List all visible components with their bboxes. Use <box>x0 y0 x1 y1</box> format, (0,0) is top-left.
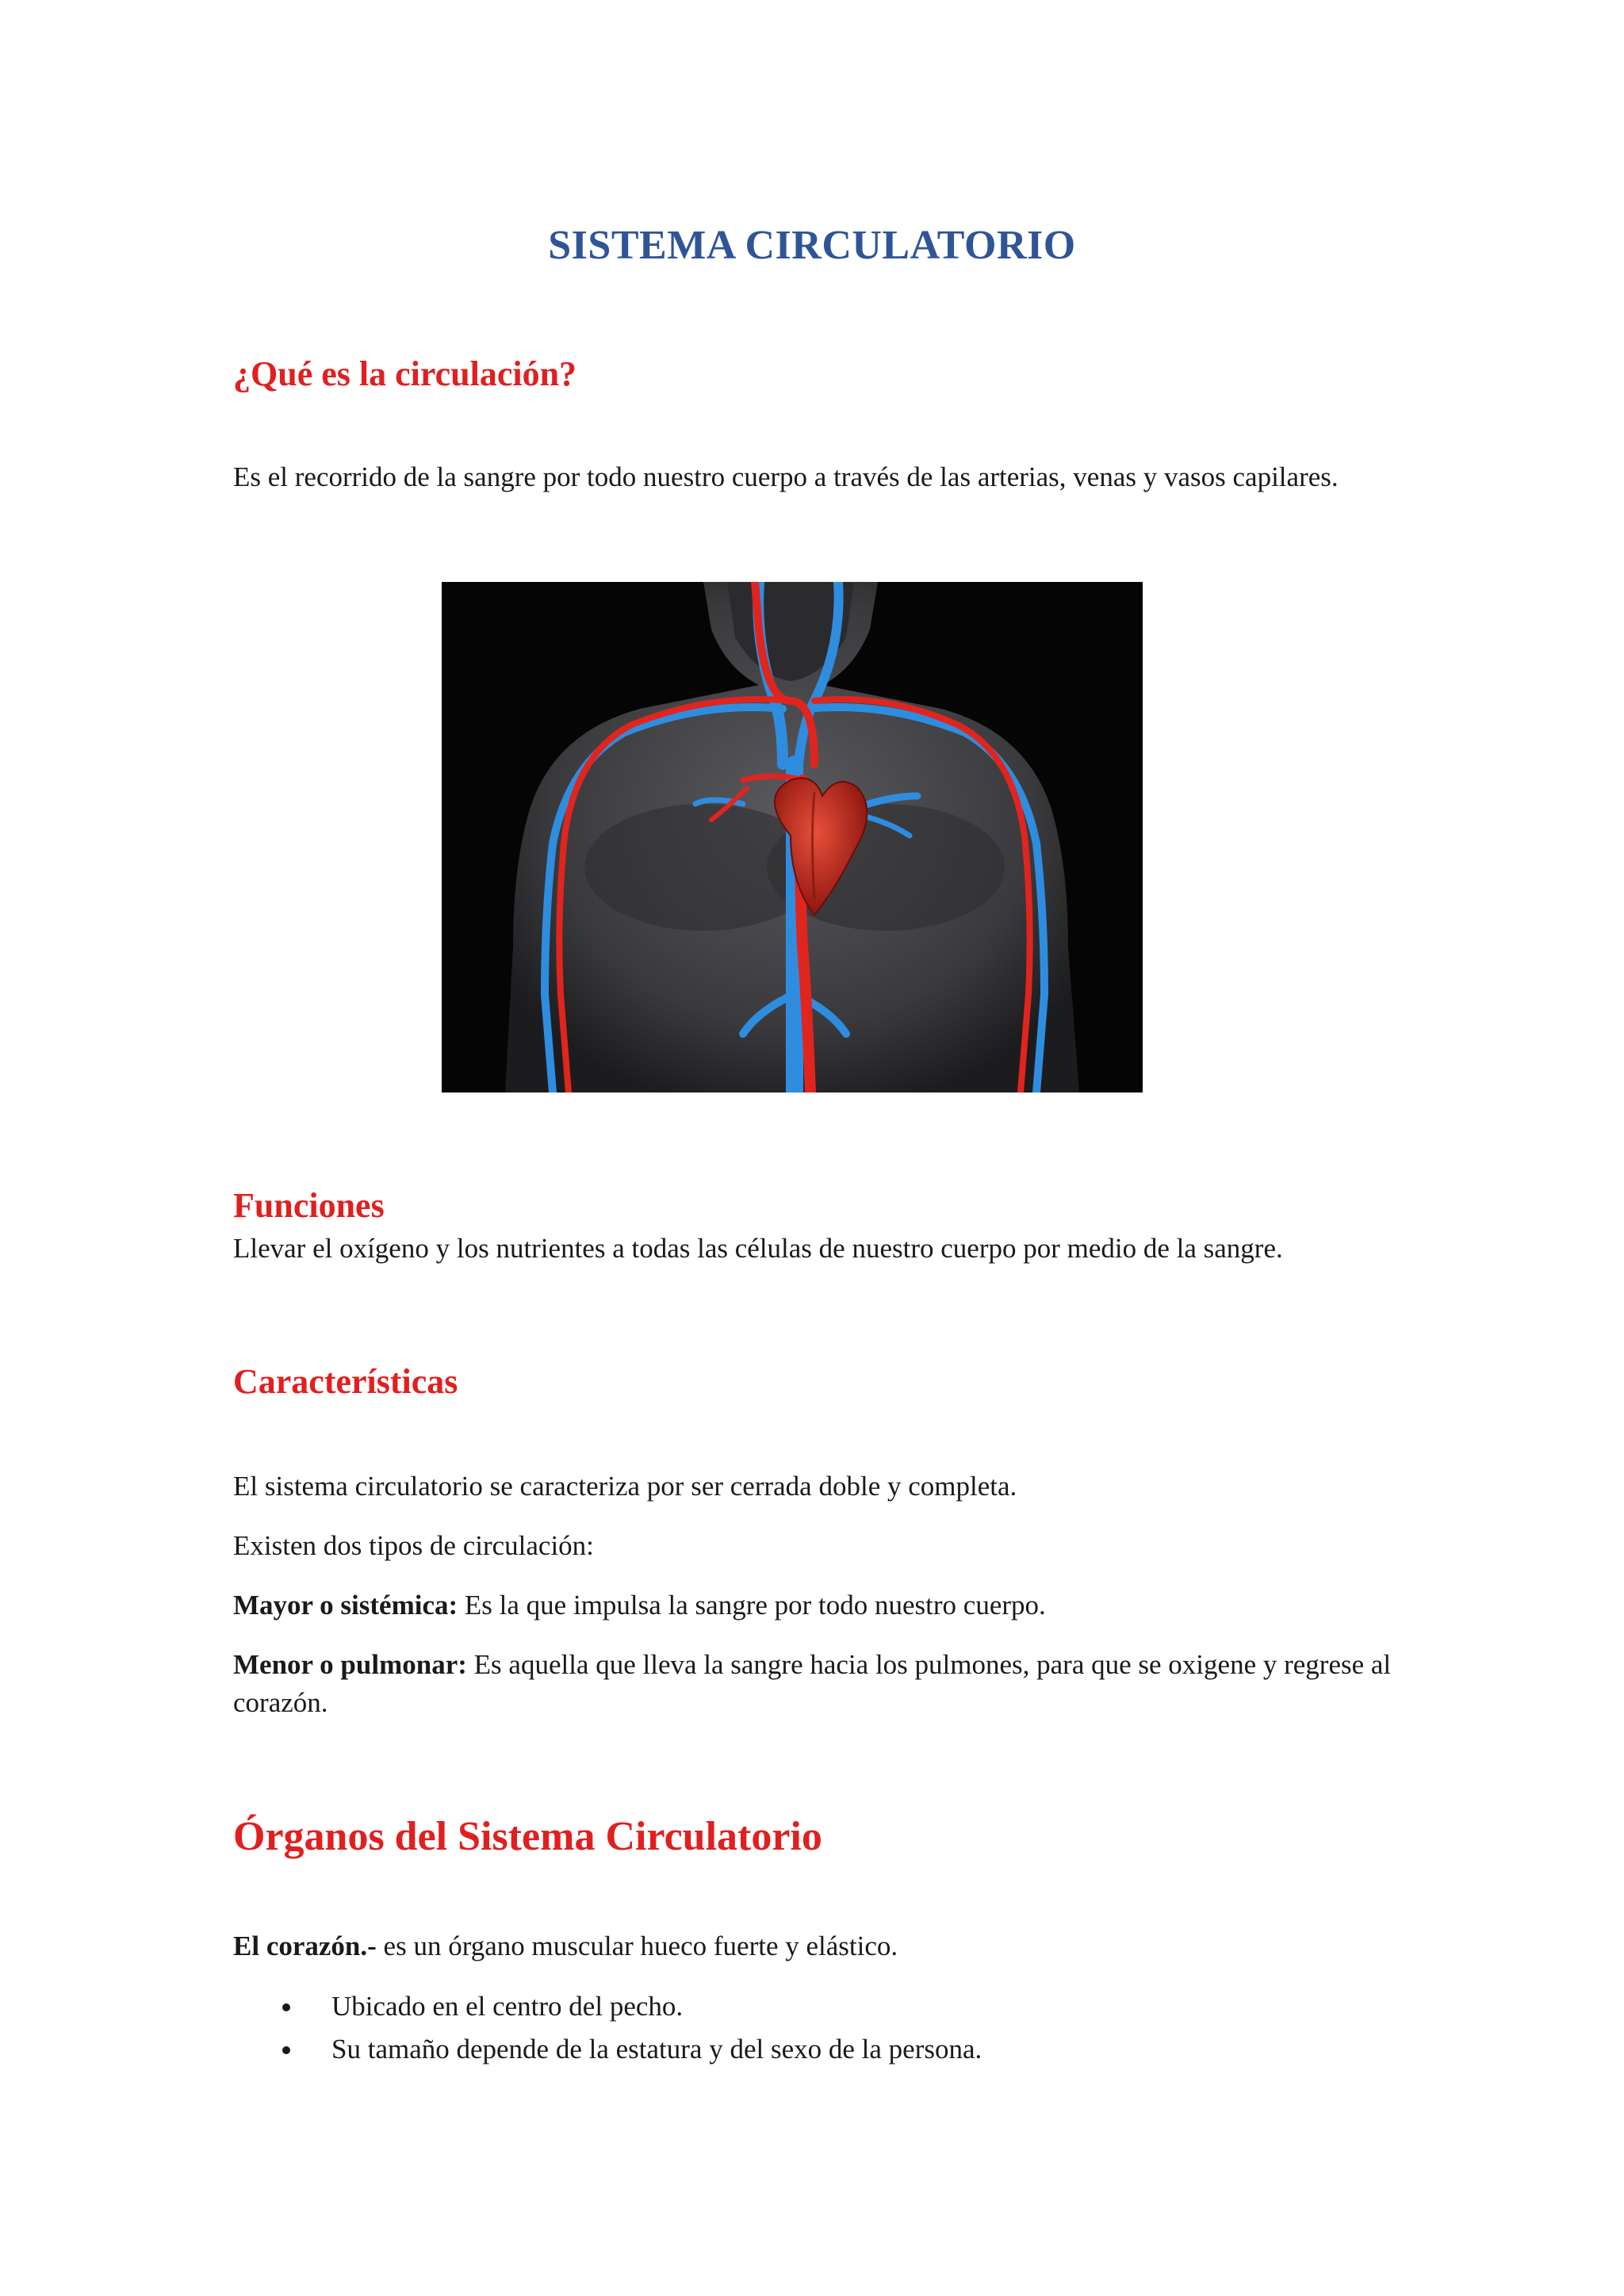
major-circulation <box>233 1586 1392 1624</box>
heart-definition <box>233 1927 1392 1965</box>
list-item <box>233 1985 1392 2028</box>
major-circulation-label: Mayor o sistémica: <box>233 1590 458 1621</box>
minor-circulation-text: Es aquella que lleva la sangre hacia los pulmones, para que se oxigene y regrese al corazón. <box>233 1649 1392 1718</box>
heading-what-is-circulation: ¿Qué es la circulación? <box>233 354 577 393</box>
circulation-types-intro: Existen dos tipos de circulación: <box>233 1530 594 1561</box>
major-circulation-text: Es la que impulsa la sangre por todo nuestro cuerpo. <box>458 1590 1046 1621</box>
heading-organs: Órganos del Sistema Circulatorio <box>233 1814 822 1859</box>
list-item <box>233 2028 1392 2071</box>
minor-circulation-label: Menor o pulmonar: <box>233 1649 467 1680</box>
circulation-definition: Es el recorrido de la sangre por todo nuestro cuerpo a través de las arterias, venas y vasos capilares. <box>233 461 1339 492</box>
list-item-text: Ubicado en el centro del pecho. <box>331 1991 684 2022</box>
heart-facts-list <box>233 1985 1392 2071</box>
heart-text: es un órgano muscular hueco fuerte y elástico. <box>376 1931 898 1961</box>
bullet-icon <box>282 2046 290 2054</box>
page-title: SISTEMA CIRCULATORIO <box>548 223 1076 268</box>
list-item-text: Su tamaño depende de la estatura y del sexo de la persona. <box>331 2034 982 2064</box>
characteristics-text: El sistema circulatorio se caracteriza por ser cerrada doble y completa. <box>233 1471 1017 1502</box>
circulatory-torso-illustration <box>442 582 1143 1093</box>
minor-circulation <box>233 1646 1392 1722</box>
heart-label: El corazón.- <box>233 1931 377 1961</box>
heading-characteristics: Características <box>233 1362 458 1401</box>
heading-functions: Funciones <box>233 1186 385 1225</box>
bullet-icon <box>282 2003 290 2011</box>
functions-text: Llevar el oxígeno y los nutrientes a todas las células de nuestro cuerpo por medio de la sangre. <box>233 1233 1283 1264</box>
